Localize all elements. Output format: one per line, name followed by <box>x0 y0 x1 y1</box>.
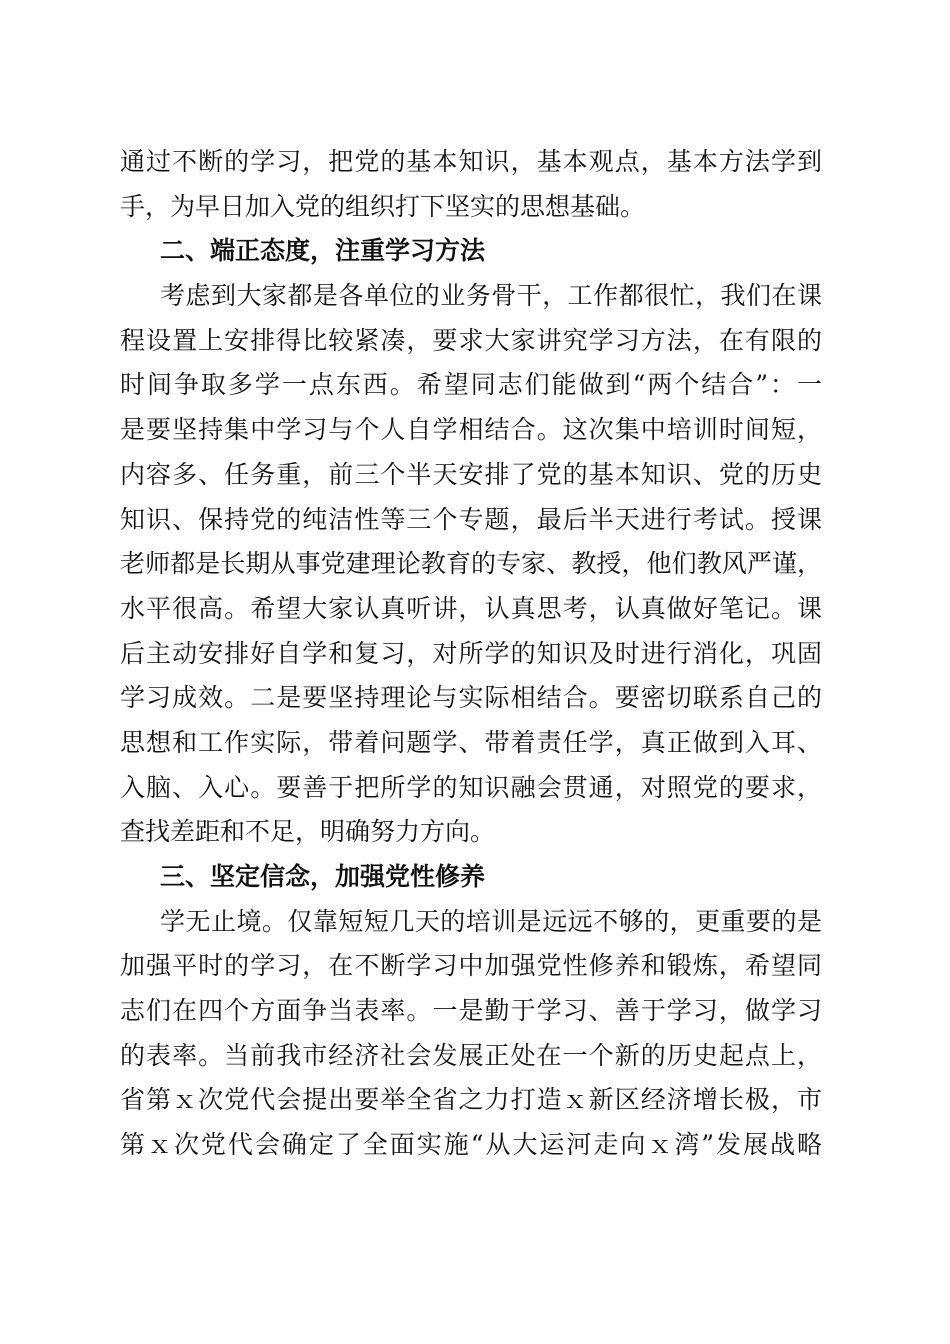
text-line: 内容多、任务重，前三个半天安排了党的基本知识、党的历史 <box>120 459 822 489</box>
paragraph <box>120 900 822 1168</box>
text-line: 程设置上安排得比较紧凑，要求大家讲究学习方法，在有限的 <box>120 325 822 355</box>
text-line: 通过不断的学习，把党的基本知识，基本观点，基本方法学到 <box>120 147 822 176</box>
text-line: 思想和工作实际，带着问题学、带着责任学，真正做到入耳、 <box>120 727 822 757</box>
text-line: 学习成效。二是要坚持理论与实际相结合。要密切联系自己的 <box>120 683 822 713</box>
text-line: 知识、保持党的纯洁性等三个专题，最后半天进行考试。授课 <box>120 504 822 534</box>
text-line: 查找差距和不足，明确努力方向。 <box>120 817 496 847</box>
text-line: 的表率。当前我市经济社会发展正处在一个新的历史起点上， <box>120 1040 822 1070</box>
text-line: 入脑、入心。要善于把所学的知识融会贯通，对照党的要求， <box>120 772 822 802</box>
paragraph <box>120 274 822 855</box>
text-line: 时间争取多学一点东西。希望同志们能做到“两个结合”：一 <box>120 370 822 400</box>
paragraph <box>120 140 822 229</box>
text-line: 是要坚持集中学习与个人自学相结合。这次集中培训时间短， <box>120 415 822 445</box>
section-heading: 三、坚定信念，加强党性修养 <box>160 862 486 891</box>
text-line: 志们在四个方面争当表率。一是勤于学习、善于学习，做学习 <box>120 996 822 1026</box>
text-line: 省第ｘ次党代会提出要举全省之力打造ｘ新区经济增长极，市 <box>120 1085 822 1115</box>
text-line: 学无止境。仅靠短短几天的培训是远远不够的，更重要的是 <box>160 906 822 936</box>
text-line: 加强平时的学习，在不断学习中加强党性修养和锻炼，希望同 <box>120 951 822 981</box>
text-line: 考虑到大家都是各单位的业务骨干，工作都很忙，我们在课 <box>160 281 822 311</box>
text-line: 老师都是长期从事党建理论教育的专家、教授，他们教风严谨， <box>120 549 822 579</box>
text-line: 第ｘ次党代会确定了全面实施“从大运河走向ｘ湾”发展战略 <box>120 1130 822 1160</box>
document-page <box>120 140 822 1168</box>
text-line: 后主动安排好自学和复习，对所学的知识及时进行消化，巩固 <box>120 638 822 668</box>
text-line: 手，为早日加入党的组织打下坚实的思想基础。 <box>120 191 646 221</box>
text-line: 水平很高。希望大家认真听讲，认真思考，认真做好笔记。课 <box>120 593 822 623</box>
section-heading: 二、端正态度，注重学习方法 <box>160 236 486 266</box>
